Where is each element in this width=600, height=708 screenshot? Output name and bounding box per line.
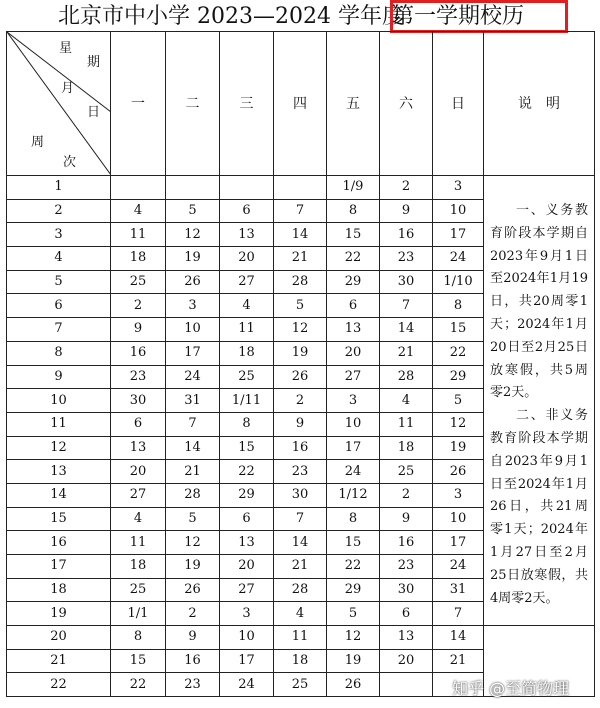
date-cell: 23	[274, 460, 327, 484]
date-cell: 11	[380, 412, 433, 436]
date-cell: 26	[166, 270, 220, 294]
date-cell: 1/10	[433, 270, 484, 294]
calendar-table	[6, 31, 595, 697]
date-cell: 1/9	[327, 176, 380, 200]
highlight-box	[390, 0, 568, 33]
date-cell: 23	[111, 365, 166, 389]
header-sat: 六	[380, 32, 433, 176]
date-cell: 18	[274, 649, 327, 673]
date-cell: 2	[380, 483, 433, 507]
date-cell: 20	[220, 555, 274, 579]
header-sun: 日	[433, 32, 484, 176]
date-cell: 20	[327, 341, 380, 365]
date-cell: 15	[327, 223, 380, 247]
date-cell: 9	[111, 318, 166, 342]
date-cell: 6	[111, 412, 166, 436]
table-row	[7, 626, 595, 650]
date-cell: 20	[220, 247, 274, 271]
week-number: 1	[7, 176, 111, 200]
date-cell: 17	[220, 649, 274, 673]
date-cell: 26	[327, 673, 380, 697]
date-cell: 14	[380, 318, 433, 342]
date-cell: 12	[327, 626, 380, 650]
date-cell: 31	[433, 578, 484, 602]
corner-ci: 次	[63, 155, 77, 170]
date-cell: 3	[327, 389, 380, 413]
week-number: 9	[7, 365, 111, 389]
week-number: 21	[7, 649, 111, 673]
date-cell: 18	[111, 247, 166, 271]
note-cell	[484, 176, 595, 626]
date-cell: 19	[433, 436, 484, 460]
date-cell: 27	[220, 270, 274, 294]
date-cell: 4	[274, 602, 327, 626]
date-cell: 16	[166, 649, 220, 673]
date-cell: 23	[380, 247, 433, 271]
date-cell: 7	[380, 294, 433, 318]
date-cell: 4	[380, 389, 433, 413]
date-cell: 28	[166, 483, 220, 507]
date-cell	[274, 176, 327, 200]
date-cell: 27	[111, 483, 166, 507]
date-cell: 9	[274, 412, 327, 436]
date-cell: 16	[274, 436, 327, 460]
date-cell: 9	[166, 626, 220, 650]
date-cell: 22	[327, 555, 380, 579]
date-cell: 7	[166, 412, 220, 436]
date-cell: 30	[380, 578, 433, 602]
date-cell: 26	[274, 365, 327, 389]
date-cell: 9	[380, 507, 433, 531]
date-cell: 5	[274, 294, 327, 318]
date-cell: 6	[380, 602, 433, 626]
date-cell: 7	[274, 199, 327, 223]
week-number: 10	[7, 389, 111, 413]
date-cell: 30	[111, 389, 166, 413]
date-cell: 8	[433, 294, 484, 318]
date-cell: 16	[380, 531, 433, 555]
date-cell: 21	[274, 555, 327, 579]
week-number: 16	[7, 531, 111, 555]
date-cell: 10	[327, 412, 380, 436]
date-cell: 3	[433, 176, 484, 200]
title-part2: 第一学期校历	[392, 4, 525, 29]
table-row	[7, 176, 595, 200]
date-cell: 19	[166, 555, 220, 579]
week-number: 19	[7, 602, 111, 626]
date-cell: 5	[166, 199, 220, 223]
date-cell: 22	[220, 460, 274, 484]
date-cell: 7	[433, 602, 484, 626]
date-cell: 3	[166, 294, 220, 318]
date-cell: 21	[433, 649, 484, 673]
date-cell: 2	[380, 176, 433, 200]
date-cell	[111, 176, 166, 200]
date-cell: 6	[220, 507, 274, 531]
date-cell: 5	[166, 507, 220, 531]
week-number: 11	[7, 412, 111, 436]
date-cell: 24	[220, 673, 274, 697]
date-cell: 18	[380, 436, 433, 460]
note-paragraph-1: 一、义务教育阶段本学期自2023年9月1日至2024年1月19日，共20周零1天；2024年1月20日至2月25日放寒假，共5周零2天。	[490, 203, 588, 401]
date-cell: 8	[327, 507, 380, 531]
header-note: 说 明	[484, 32, 595, 176]
date-cell: 4	[111, 507, 166, 531]
week-number: 22	[7, 673, 111, 697]
date-cell: 29	[327, 270, 380, 294]
date-cell: 5	[327, 602, 380, 626]
date-cell: 22	[327, 247, 380, 271]
date-cell: 13	[327, 318, 380, 342]
date-cell: 2	[111, 294, 166, 318]
date-cell: 12	[166, 223, 220, 247]
header-row	[7, 32, 595, 176]
date-cell: 15	[111, 649, 166, 673]
date-cell: 30	[274, 483, 327, 507]
date-cell: 7	[274, 507, 327, 531]
week-number: 13	[7, 460, 111, 484]
date-cell: 28	[274, 270, 327, 294]
date-cell: 11	[111, 531, 166, 555]
date-cell: 10	[433, 507, 484, 531]
week-number: 12	[7, 436, 111, 460]
date-cell: 4	[111, 199, 166, 223]
date-cell: 23	[166, 673, 220, 697]
corner-yue: 月	[61, 81, 75, 96]
date-cell: 15	[327, 531, 380, 555]
date-cell: 1/1	[111, 602, 166, 626]
date-cell: 3	[433, 483, 484, 507]
week-number: 2	[7, 199, 111, 223]
date-cell: 28	[274, 578, 327, 602]
date-cell: 17	[327, 436, 380, 460]
date-cell: 13	[220, 223, 274, 247]
date-cell: 27	[220, 578, 274, 602]
date-cell: 18	[111, 555, 166, 579]
title-part1: 北京市中小学 2023—2024 学年度	[58, 4, 404, 29]
date-cell: 24	[327, 460, 380, 484]
note-paragraph-2: 二、非义务教育阶段本学期自2023年9月1日至2024年1月26日，共21周零1天；2024年1月27日至2月25日放寒假，共4周零2天。	[490, 408, 588, 606]
date-cell: 29	[433, 365, 484, 389]
date-cell: 23	[380, 555, 433, 579]
date-cell	[220, 176, 274, 200]
date-cell: 14	[166, 436, 220, 460]
date-cell: 24	[433, 247, 484, 271]
corner-ri: 日	[87, 105, 101, 120]
date-cell: 31	[166, 389, 220, 413]
date-cell: 13	[111, 436, 166, 460]
date-cell: 1/12	[327, 483, 380, 507]
watermark: 知乎 @至简物理	[452, 679, 570, 698]
week-number: 3	[7, 223, 111, 247]
date-cell: 14	[274, 223, 327, 247]
date-cell: 28	[380, 365, 433, 389]
date-cell: 5	[433, 389, 484, 413]
date-cell: 17	[166, 341, 220, 365]
week-number: 18	[7, 578, 111, 602]
week-number: 17	[7, 555, 111, 579]
date-cell: 19	[327, 649, 380, 673]
date-cell: 20	[380, 649, 433, 673]
date-cell: 26	[433, 460, 484, 484]
date-cell: 13	[380, 626, 433, 650]
corner-xing: 星	[59, 41, 73, 56]
corner-qi: 期	[87, 55, 101, 70]
date-cell: 25	[111, 578, 166, 602]
date-cell: 21	[166, 460, 220, 484]
date-cell: 17	[433, 223, 484, 247]
corner-zhou: 周	[31, 135, 45, 150]
date-cell: 29	[327, 578, 380, 602]
date-cell: 14	[433, 626, 484, 650]
date-cell: 21	[380, 341, 433, 365]
date-cell: 10	[166, 318, 220, 342]
date-cell: 20	[111, 460, 166, 484]
date-cell: 8	[220, 412, 274, 436]
date-cell: 17	[433, 531, 484, 555]
week-number: 7	[7, 318, 111, 342]
header-tue: 二	[166, 32, 220, 176]
date-cell: 21	[274, 247, 327, 271]
date-cell: 8	[327, 199, 380, 223]
date-cell: 26	[166, 578, 220, 602]
date-cell: 11	[220, 318, 274, 342]
date-cell: 27	[327, 365, 380, 389]
date-cell: 8	[111, 626, 166, 650]
date-cell: 13	[220, 531, 274, 555]
date-cell: 14	[274, 531, 327, 555]
date-cell: 16	[380, 223, 433, 247]
date-cell: 12	[433, 412, 484, 436]
date-cell: 1/11	[220, 389, 274, 413]
week-number: 6	[7, 294, 111, 318]
date-cell: 25	[220, 365, 274, 389]
date-cell: 12	[274, 318, 327, 342]
date-cell: 25	[274, 673, 327, 697]
week-number: 14	[7, 483, 111, 507]
week-number: 8	[7, 341, 111, 365]
date-cell: 18	[220, 341, 274, 365]
date-cell: 10	[220, 626, 274, 650]
date-cell: 3	[220, 602, 274, 626]
date-cell: 10	[433, 199, 484, 223]
date-cell: 2	[274, 389, 327, 413]
date-cell: 19	[274, 341, 327, 365]
date-cell: 24	[166, 365, 220, 389]
week-number: 20	[7, 626, 111, 650]
corner-cell	[7, 32, 111, 176]
date-cell: 2	[166, 602, 220, 626]
date-cell: 16	[111, 341, 166, 365]
date-cell: 19	[166, 247, 220, 271]
date-cell: 6	[220, 199, 274, 223]
week-number: 4	[7, 247, 111, 271]
date-cell: 11	[111, 223, 166, 247]
date-cell: 4	[220, 294, 274, 318]
week-number: 5	[7, 270, 111, 294]
date-cell: 29	[220, 483, 274, 507]
date-cell: 15	[433, 318, 484, 342]
header-thu: 四	[274, 32, 327, 176]
header-mon: 一	[111, 32, 166, 176]
date-cell: 12	[166, 531, 220, 555]
week-number: 15	[7, 507, 111, 531]
date-cell: 25	[380, 460, 433, 484]
date-cell: 6	[327, 294, 380, 318]
date-cell	[166, 176, 220, 200]
date-cell: 9	[380, 199, 433, 223]
date-cell: 22	[111, 673, 166, 697]
date-cell: 15	[220, 436, 274, 460]
date-cell: 30	[380, 270, 433, 294]
date-cell: 22	[433, 341, 484, 365]
date-cell: 11	[274, 626, 327, 650]
header-fri: 五	[327, 32, 380, 176]
date-cell: 25	[111, 270, 166, 294]
header-wed: 三	[220, 32, 274, 176]
date-cell: 24	[433, 555, 484, 579]
date-cell	[380, 673, 433, 697]
